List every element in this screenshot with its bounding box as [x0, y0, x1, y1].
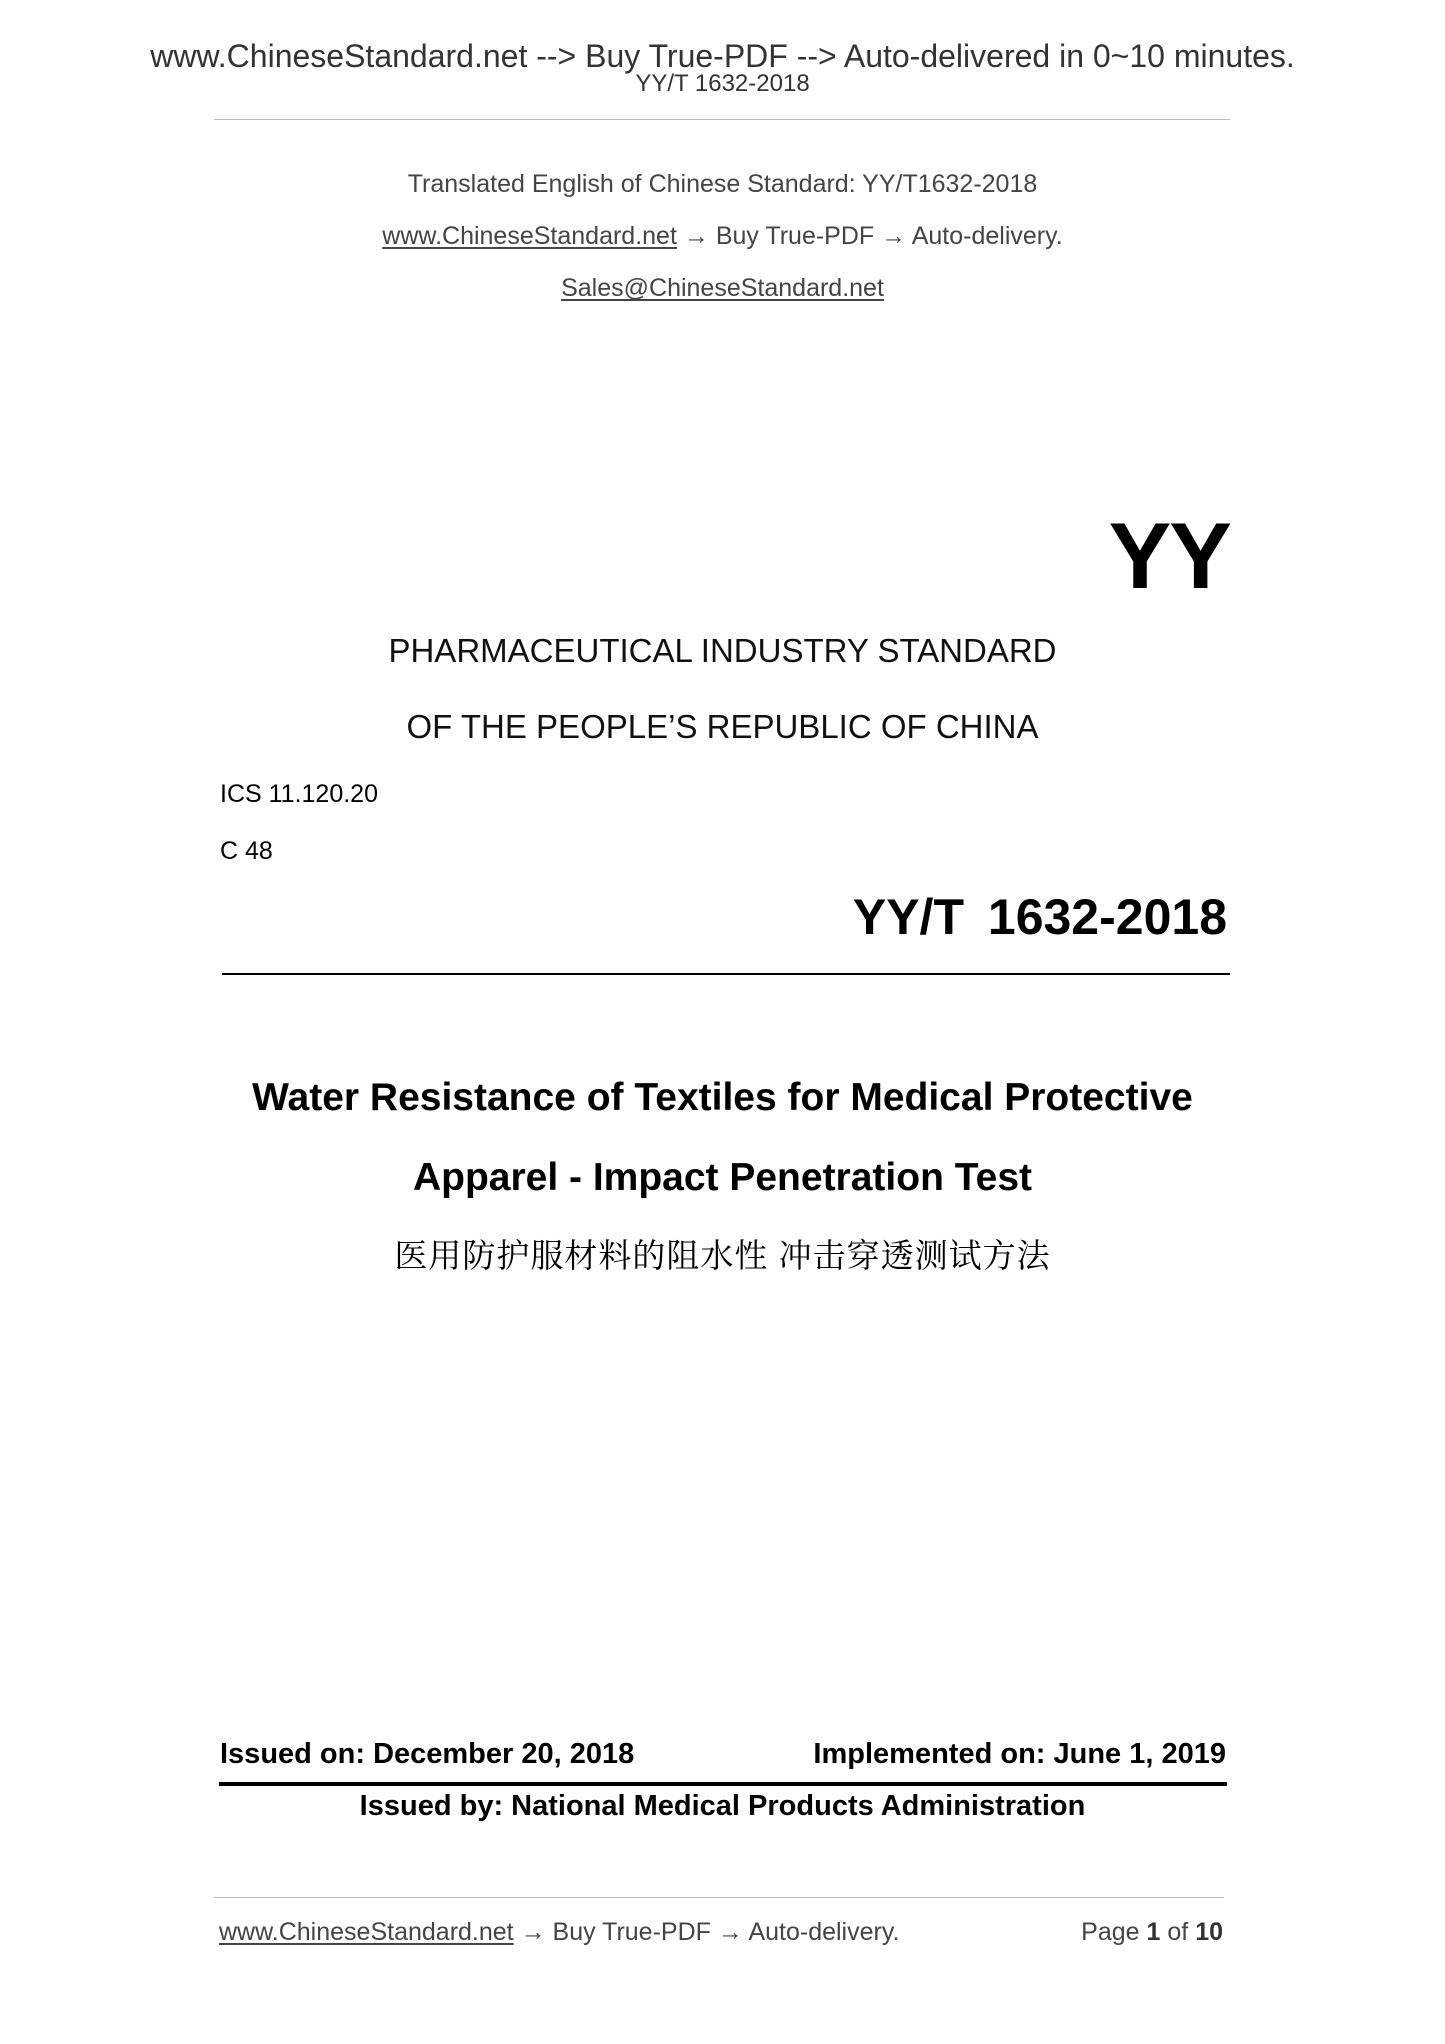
title-divider [222, 973, 1230, 975]
footer-divider [214, 1897, 1224, 1898]
title-line-2: Apparel - Impact Penetration Test [412, 1156, 1033, 1199]
page-current: 1 [1146, 1918, 1161, 1946]
org-line-2: OF THE PEOPLE’S REPUBLIC OF CHINA [406, 708, 1039, 745]
header-divider [214, 119, 1230, 120]
issued-by: Issued by: National Medical Products Administration [359, 1790, 1086, 1822]
ics-code: ICS 11.120.20 [220, 780, 378, 808]
sales-email-link[interactable]: Sales@ChineseStandard.net [561, 274, 884, 302]
delivery-line [0, 222, 1445, 251]
page-label: Page [1081, 1918, 1140, 1946]
issued-on-date: Issued on: December 20, 2018 [220, 1738, 635, 1770]
footer-delivery-line [219, 1918, 899, 1947]
category-mark: YY [1108, 503, 1230, 608]
title-line-1: Water Resistance of Textiles for Medical Protective [252, 1076, 1193, 1119]
top-banner: www.ChineseStandard.net --> Buy True-PDF --> Auto-delivered in 0~10 minutes. [150, 38, 1295, 74]
standard-number: YY/T 1632-2018 [852, 889, 1227, 945]
arrow-icon: → [683, 222, 709, 250]
footer-site-link[interactable]: www.ChineseStandard.net [219, 1918, 514, 1946]
ccs-code: C 48 [220, 837, 273, 865]
of-label: of [1167, 1918, 1189, 1946]
site-link[interactable]: www.ChineseStandard.net [382, 222, 677, 250]
arrow-icon: → [881, 222, 907, 250]
footer-buy-text: Buy True-PDF [552, 1918, 711, 1946]
sales-line [0, 274, 1445, 303]
title-chinese: 医用防护服材料的阻水性 冲击穿透测试方法 [394, 1237, 1051, 1274]
running-header: YY/T 1632-2018 [635, 70, 810, 97]
dates-divider [219, 1782, 1227, 1786]
arrow-icon: → [717, 1918, 743, 1946]
implemented-on-date: Implemented on: June 1, 2019 [813, 1738, 1226, 1770]
auto-delivery-text: Auto-delivery. [911, 222, 1063, 250]
arrow-icon: → [520, 1918, 546, 1946]
page-indicator [1081, 1918, 1223, 1947]
translated-notice: Translated English of Chinese Standard: YY/T1632-2018 [407, 170, 1038, 198]
page-total: 10 [1195, 1918, 1223, 1946]
footer-auto-delivery-text: Auto-delivery. [748, 1918, 900, 1946]
org-line-1: PHARMACEUTICAL INDUSTRY STANDARD [388, 632, 1057, 669]
buy-text: Buy True-PDF [715, 222, 875, 250]
